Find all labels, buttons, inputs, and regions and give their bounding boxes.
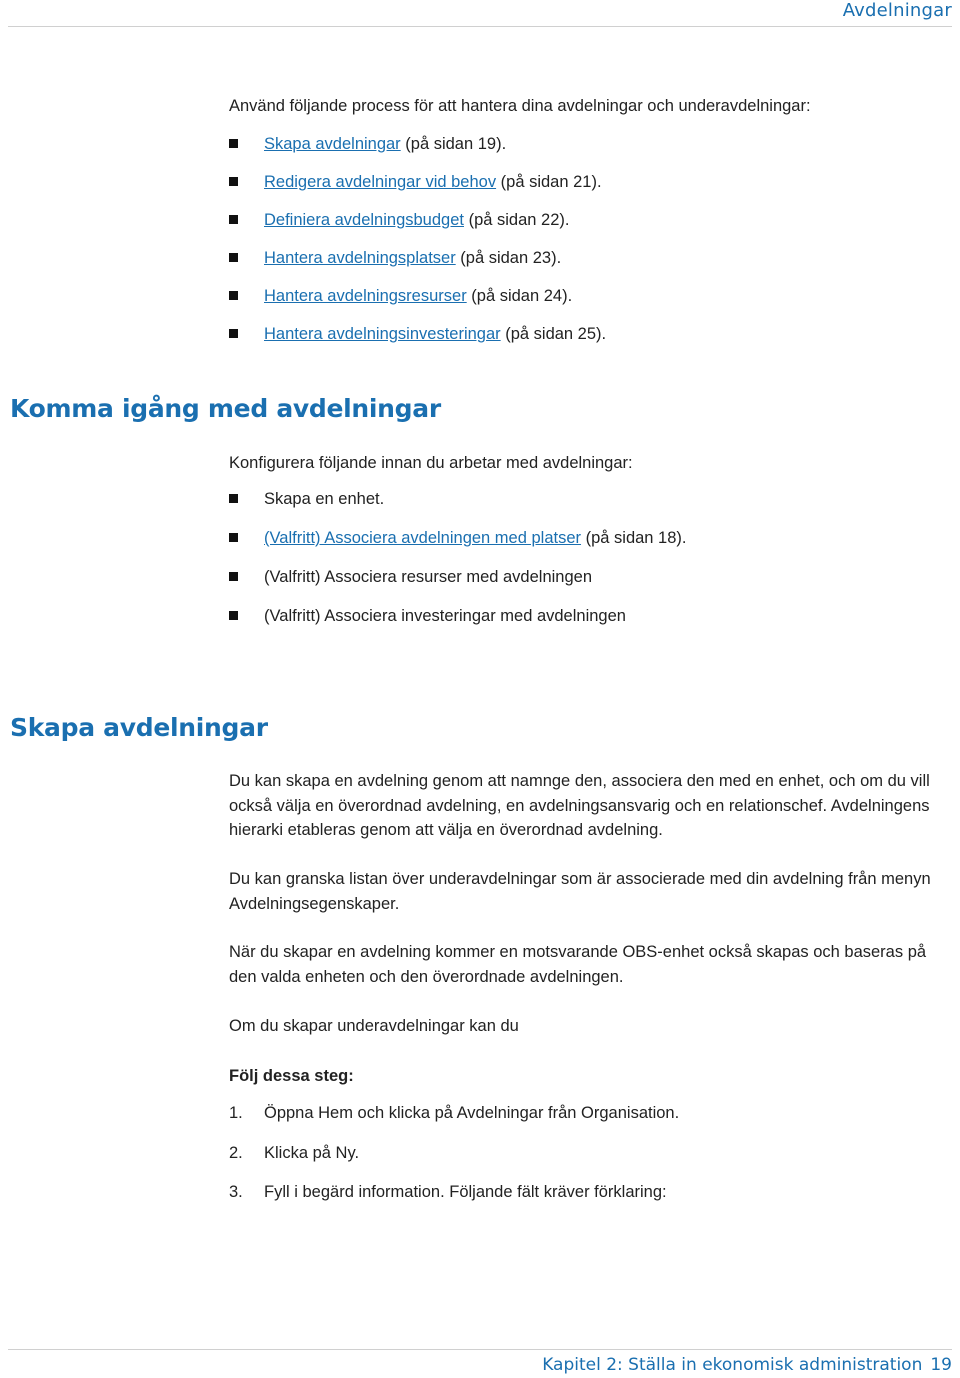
footer-divider	[8, 1349, 952, 1350]
list-item	[229, 284, 606, 322]
step-text: Fyll i begärd information. Följande fält kräver förklaring:	[264, 1183, 667, 1201]
footer	[542, 1355, 952, 1375]
running-header-title: Avdelningar	[842, 0, 952, 21]
steps-label: Följ dessa steg:	[229, 1067, 354, 1085]
page-ref: (på sidan 24).	[466, 287, 573, 305]
section-intro-text: Konfigurera följande innan du arbetar med avdelningar:	[229, 454, 633, 472]
step-number: 1.	[229, 1104, 243, 1122]
prerequisites-list	[229, 487, 687, 643]
footer-chapter: Kapitel 2: Ställa in ekonomisk administration	[542, 1355, 923, 1375]
list-item	[229, 322, 606, 360]
header-divider	[8, 26, 952, 27]
page-number: 19	[930, 1355, 952, 1375]
list-item	[229, 565, 687, 604]
step-item	[229, 1180, 679, 1220]
process-link[interactable]: Definiera avdelningsbudget	[264, 211, 464, 229]
list-item-text: (Valfritt) Associera resurser med avdelningen	[264, 568, 593, 586]
bullet-square-icon	[229, 494, 238, 503]
bullet-square-icon	[229, 139, 238, 148]
step-item	[229, 1141, 679, 1181]
process-link[interactable]: Hantera avdelningsresurser	[264, 287, 467, 305]
list-item	[229, 170, 606, 208]
paragraph: Om du skapar underavdelningar kan du	[229, 1017, 519, 1035]
step-number: 3.	[229, 1183, 243, 1201]
process-link[interactable]: Skapa avdelningar	[264, 135, 401, 153]
process-list	[229, 132, 606, 360]
list-item	[229, 246, 606, 284]
list-item	[229, 487, 687, 526]
page-ref: (på sidan 23).	[455, 249, 562, 267]
bullet-square-icon	[229, 611, 238, 620]
list-item	[229, 132, 606, 170]
page-ref: (på sidan 19).	[400, 135, 507, 153]
list-item	[229, 604, 687, 643]
section-heading-getting-started: Komma igång med avdelningar	[10, 394, 441, 423]
steps-list	[229, 1101, 679, 1220]
list-item	[229, 526, 687, 565]
step-text: Klicka på Ny.	[264, 1143, 360, 1162]
prerequisite-link[interactable]: (Valfritt) Associera avdelningen med platser	[264, 529, 582, 547]
step-number: 2.	[229, 1143, 243, 1162]
list-item-text: (Valfritt) Associera investeringar med avdelningen	[264, 607, 626, 625]
process-link[interactable]: Hantera avdelningsplatser	[264, 249, 456, 267]
bullet-square-icon	[229, 572, 238, 581]
paragraph: Du kan granska listan över underavdelningar som är associerade med din avdelning från menyn Avdelningsegenskaper.	[229, 870, 931, 913]
step-text: Öppna Hem och klicka på Avdelningar från Organisation.	[264, 1104, 680, 1122]
section-heading-create-departments: Skapa avdelningar	[10, 713, 268, 742]
page-ref: (på sidan 22).	[463, 211, 570, 229]
process-link[interactable]: Redigera avdelningar vid behov	[264, 173, 497, 191]
paragraph: Du kan skapa en avdelning genom att namnge den, associera den med en enhet, och om du vill också välja en överordnad avdelning, en avdelningsansvarig och en relationschef. Avdelningens hierarki etableras genom att välja en överordnad avdelning.	[229, 772, 930, 839]
intro-text: Använd följande process för att hantera dina avdelningar och underavdelningar:	[229, 97, 811, 115]
paragraph: När du skapar en avdelning kommer en motsvarande OBS-enhet också skapas och baseras på den valda enheten och den överordnade avdelningen.	[229, 943, 927, 986]
bullet-square-icon	[229, 253, 238, 262]
process-link[interactable]: Hantera avdelningsinvesteringar	[264, 325, 501, 343]
step-item	[229, 1101, 679, 1141]
page-ref: (på sidan 25).	[500, 325, 607, 343]
bullet-square-icon	[229, 291, 238, 300]
list-item-text: Skapa en enhet.	[264, 490, 385, 508]
bullet-square-icon	[229, 215, 238, 224]
bullet-square-icon	[229, 533, 238, 542]
page-ref: (på sidan 18).	[581, 529, 687, 547]
page-ref: (på sidan 21).	[496, 173, 602, 191]
list-item	[229, 208, 606, 246]
bullet-square-icon	[229, 177, 238, 186]
bullet-square-icon	[229, 329, 238, 338]
